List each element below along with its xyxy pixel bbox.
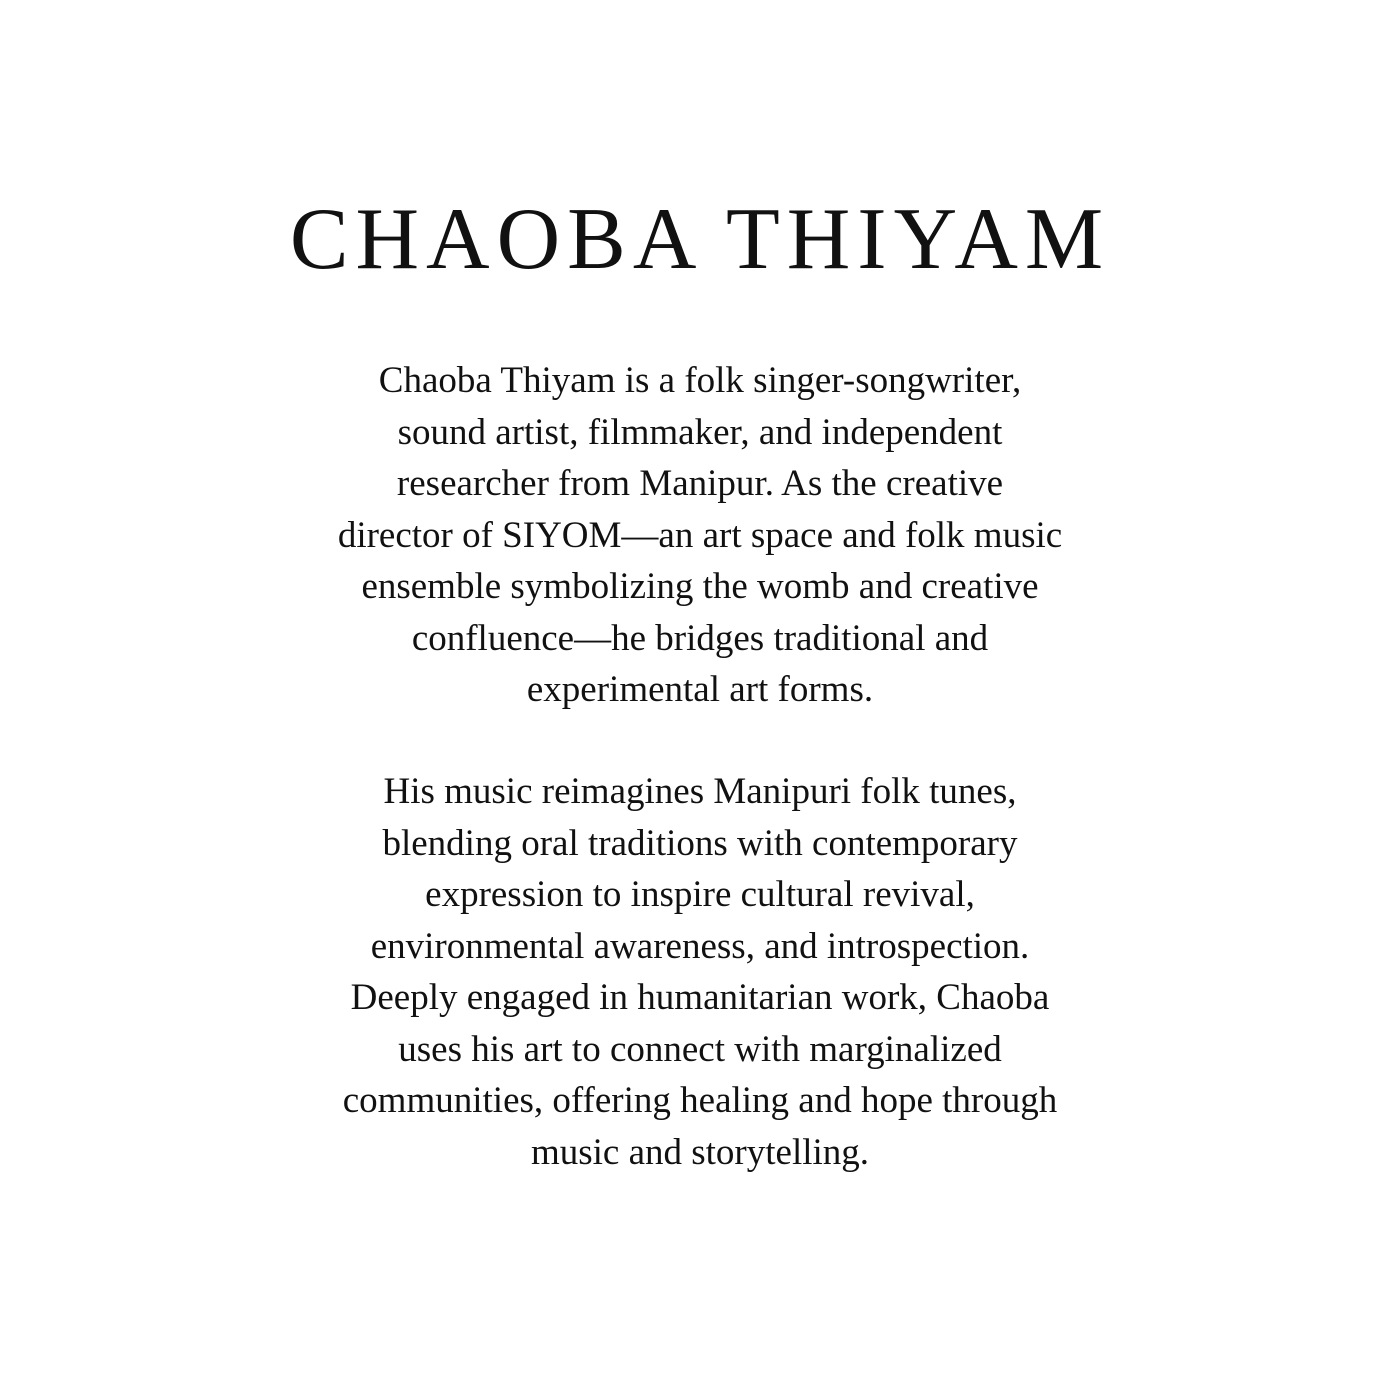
paragraph-line: director of SIYOM—an art space and folk music [337,514,1063,556]
paragraph-line: researcher from Manipur. As the creative [396,463,1004,504]
page-title: CHAOBA THIYAM [289,191,1111,288]
paragraph-line: communities, offering healing and hope through [342,1080,1058,1121]
bio-paragraph-music [0,766,1400,1178]
paragraph-line: expression to inspire cultural revival, [425,874,975,915]
paragraph-line: confluence—he bridges traditional and [411,617,989,659]
paragraph-line: ensemble symbolizing the womb and creative [361,566,1039,607]
paragraph-line: uses his art to connect with marginalized [398,1028,1002,1070]
paragraph-line: blending oral traditions with contemporary [382,822,1018,864]
paragraph-line: experimental art forms. [526,669,874,710]
paragraph-line: Chaoba Thiyam is a folk singer-songwriter, [378,360,1022,401]
paragraph-line: sound artist, filmmaker, and independent [397,411,1003,453]
paragraph-line: environmental awareness, and introspection. [370,925,1030,967]
bio-paragraph-intro [0,355,1400,716]
paragraph-line: His music reimagines Manipuri folk tunes, [383,771,1017,812]
paragraph-line: music and storytelling. [530,1131,870,1173]
paragraph-line: Deeply engaged in humanitarian work, Chaoba [350,977,1050,1018]
